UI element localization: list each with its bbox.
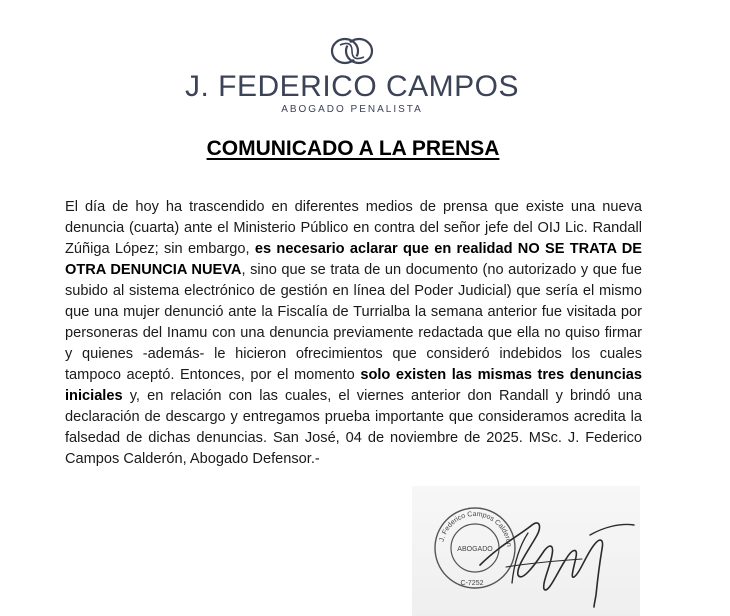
brand-name: J. FEDERICO CAMPOS xyxy=(184,70,520,103)
press-release-body xyxy=(65,197,642,470)
body-text-1: El día de hoy ha trascendido en diferentes medios de prensa que existe una nueva denuncia (cuarta) ante el Ministerio Público en contra del señor jefe del OIJ Lic. Randall Zúñiga López; sin embargo, xyxy=(65,199,642,257)
svg-text:J. Federico Campos Calderón: J. Federico Campos Calderón xyxy=(438,510,513,548)
body-bold-1: es necesario aclarar que en realidad NO SE TRATA DE OTRA DENUNCIA NUEVA xyxy=(65,241,643,278)
brand-tagline: ABOGADO PENALISTA xyxy=(281,104,423,115)
body-text-3: y, en relación con las cuales, el viernes anterior don Randall y brindó una declaración de descargo y entregamos prueba importante que consideramos acredita la falsedad de dichas denuncias. San José, 04 de noviembre de 2025. MSc. J. Federico Campos Calderón, Abogado Defensor.- xyxy=(65,388,642,467)
svg-text:ABOGADO: ABOGADO xyxy=(457,546,493,553)
double-s-swirl-logo-icon xyxy=(328,36,376,66)
page-title: COMUNICADO A LA PRENSA xyxy=(206,137,500,160)
body-bold-2: solo existen las mismas tres denuncias iniciales xyxy=(65,367,642,404)
handwritten-signature xyxy=(470,505,640,610)
svg-text:C-7252: C-7252 xyxy=(460,580,484,587)
body-text-2: , sino que se trata de un documento (no autorizado y que fue subido al sistema electrónico de gestión en línea del Poder Judicial) que sería el mismo que una mujer denunció ante la Fiscalía de Turrialba la semana anterior fue visitada por personeras del Inamu con una denuncia previamente redactada que ella no quiso firmar y quienes -además- le hicieron ofrecimientos que consideró indebidos los cuales tampoco aceptó. Entonces, por el momento xyxy=(65,262,642,383)
